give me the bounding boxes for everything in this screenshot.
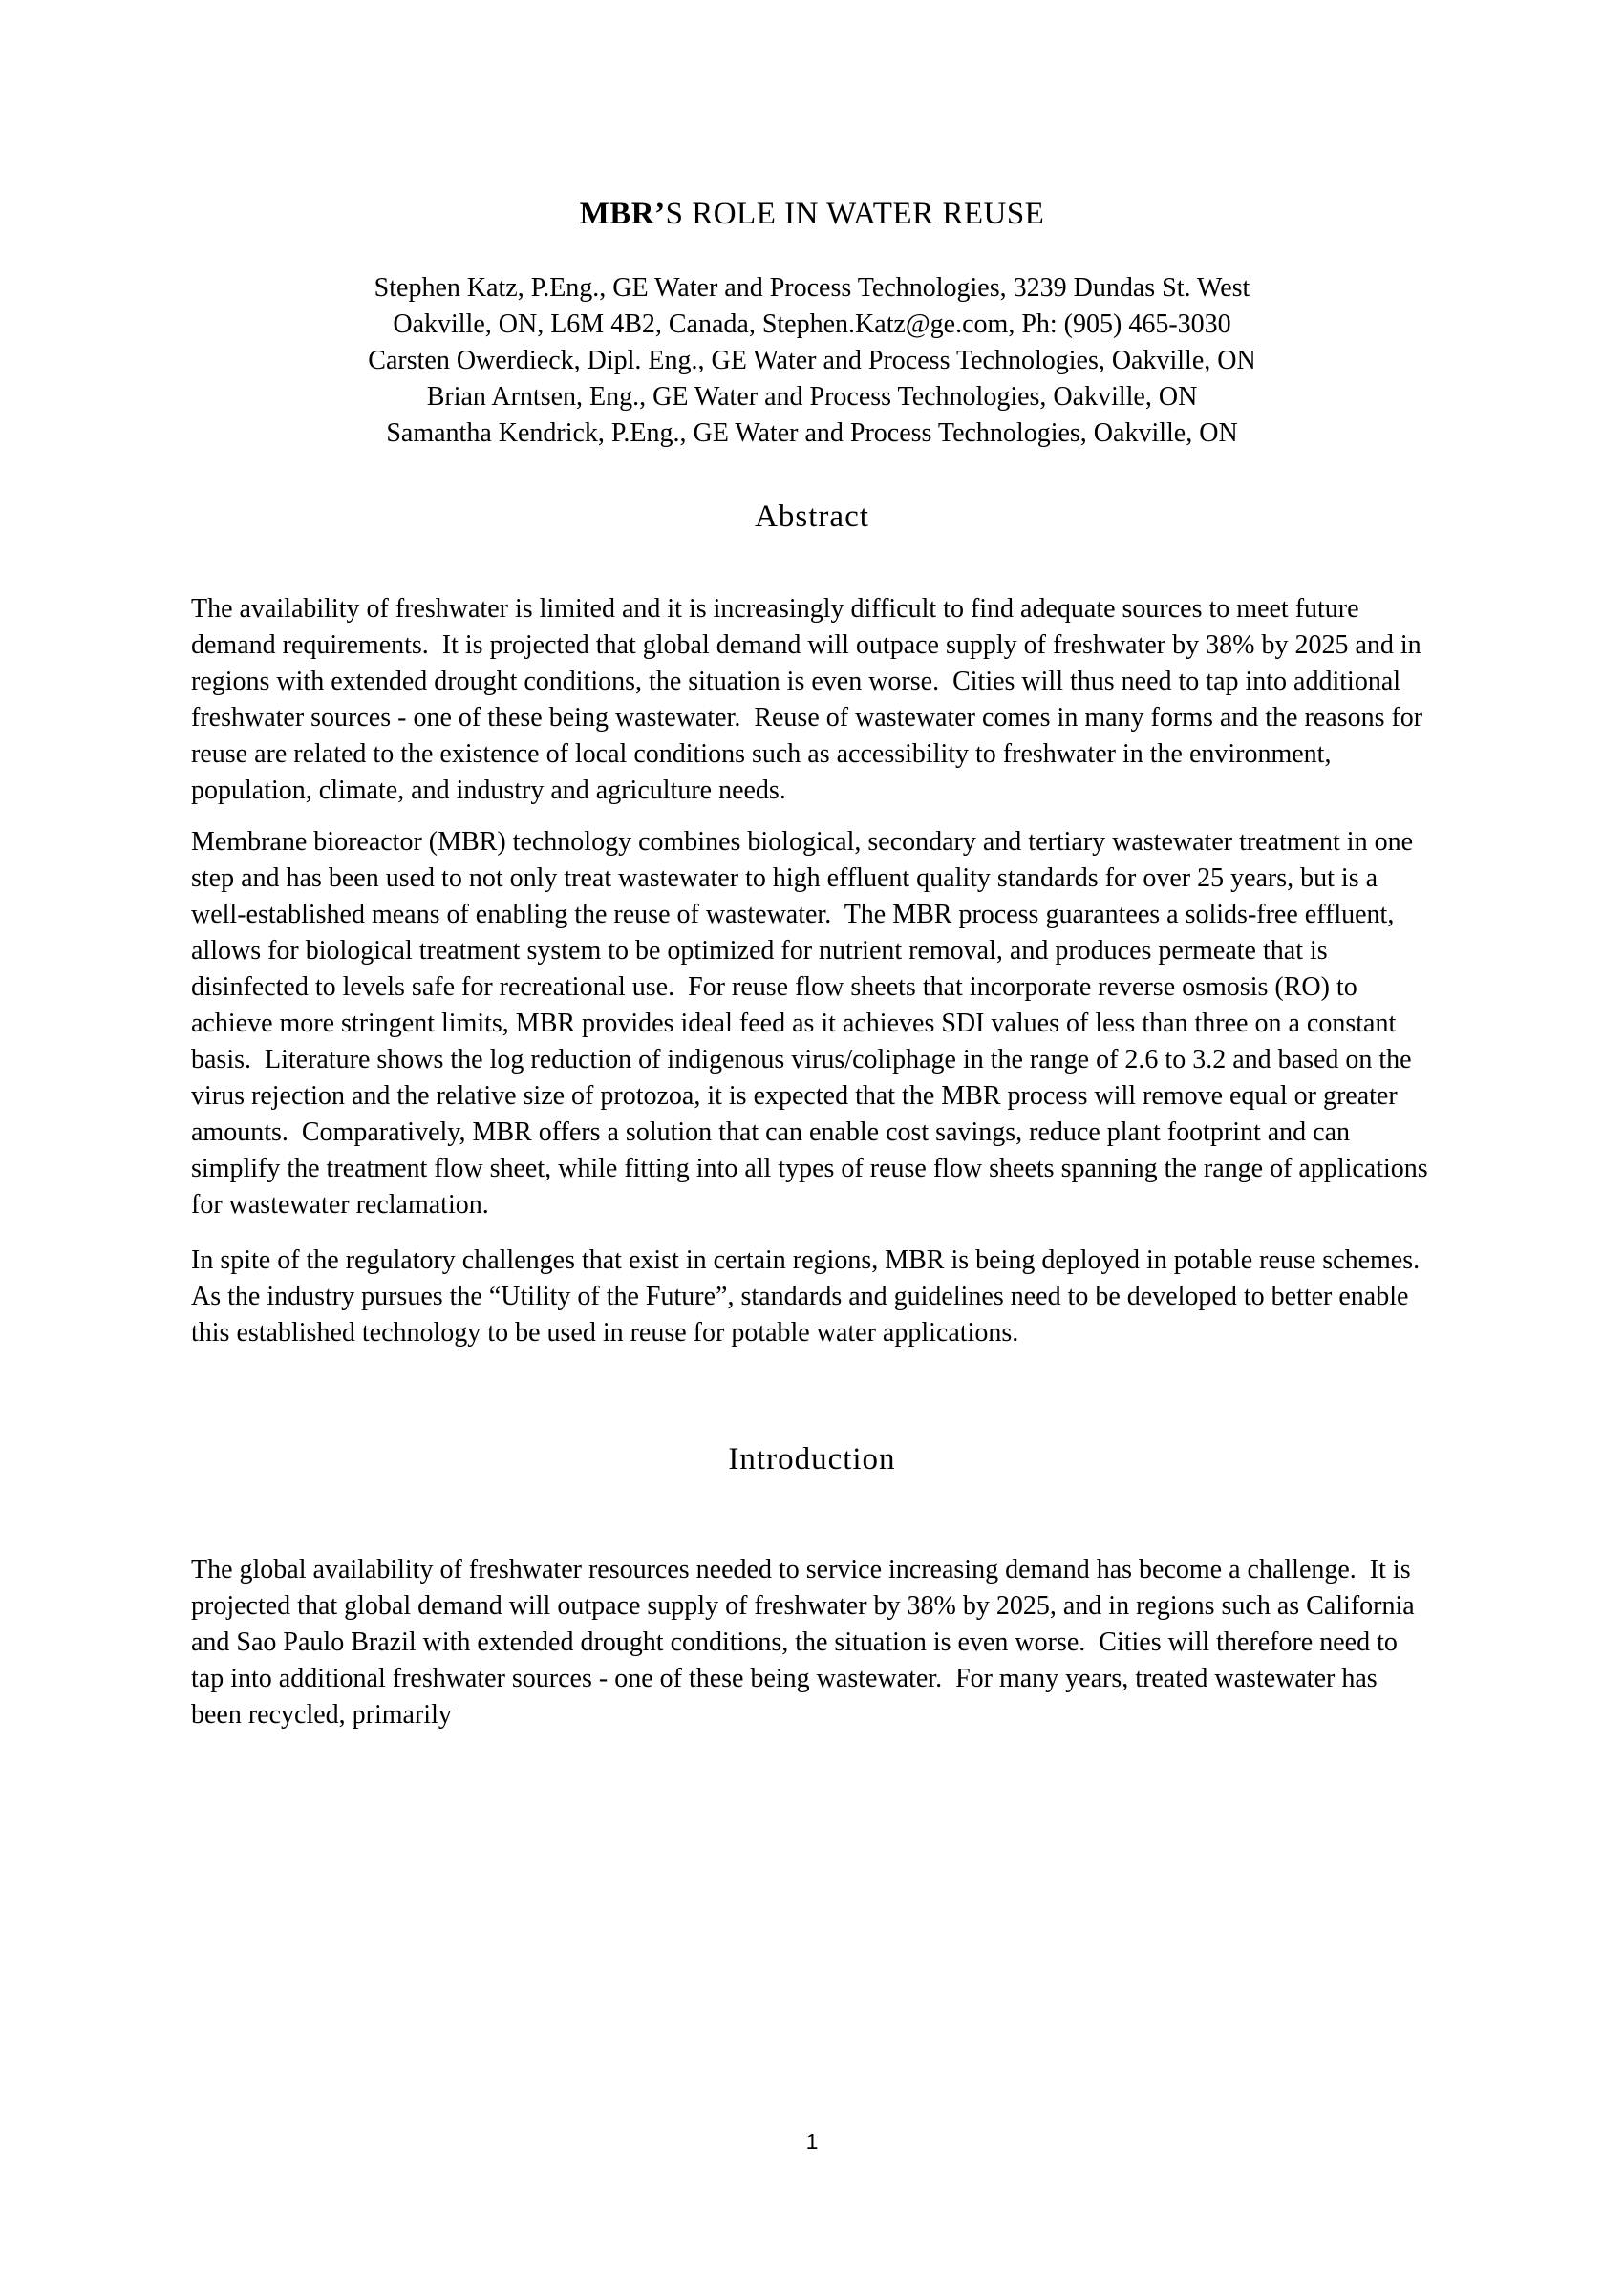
abstract-paragraph-3: In spite of the regulatory challenges that exist in certain regions, MBR is being deployed in potable reuse schemes. As the industry pursues the “Utility of the Future”, standards and guidelines need to be developed to better enable this established technology to be used in reuse for potable water applications.: [191, 1245, 1432, 1348]
abstract-paragraph-1: The availability of freshwater is limited and it is increasingly difficult to find adequate sources to meet future demand requirements. It is projected that global demand will outpace supply of freshwater by 38% by 2025 and in regions with extended drought conditions, the situation is even worse. Cities will thus need to tap into additional freshwater sources - one of these being wastewater. Reuse of wastewater comes in many forms and the reasons for reuse are related to the existence of local conditions such as accessibility to freshwater in the environment, population, climate, and industry and agriculture needs.: [191, 594, 1430, 805]
section-heading-introduction: Introduction: [728, 1442, 896, 1477]
page-number: 1: [805, 2129, 819, 2154]
author-line-5: Samantha Kendrick, P.Eng., GE Water and Process Technologies, Oakville, ON: [386, 418, 1238, 448]
page-title-rest-part: S ROLE IN WATER REUSE: [665, 197, 1045, 231]
section-heading-abstract: Abstract: [755, 500, 869, 534]
author-line-2: Oakville, ON, L6M 4B2, Canada, Stephen.Katz@ge.com, Ph: (905) 465-3030: [393, 309, 1231, 339]
document-page: [0, 195, 1624, 2154]
author-line-3: Carsten Owerdieck, Dipl. Eng., GE Water and Process Technologies, Oakville, ON: [368, 346, 1256, 375]
author-line-1: Stephen Katz, P.Eng., GE Water and Process Technologies, 3239 Dundas St. West: [374, 273, 1250, 303]
page-title-bold-part: MBR’: [579, 197, 666, 231]
author-block: [191, 270, 1433, 452]
page-title: [191, 195, 1433, 233]
author-line-4: Brian Arntsen, Eng., GE Water and Process Technologies, Oakville, ON: [426, 382, 1198, 412]
introduction-paragraph-1: The global availability of freshwater resources needed to service increasing demand has become a challenge. It is projected that global demand will outpace supply of freshwater by 38% by 2025, and in regions such as California and Sao Paulo Brazil with extended drought conditions, the situation is even worse. Cities will therefore need to tap into additional freshwater sources - one of these being wastewater. For many years, treated wastewater has been recycled, primarily: [191, 1555, 1421, 1730]
abstract-paragraph-2: Membrane bioreactor (MBR) technology combines biological, secondary and tertiary wastewater treatment in one step and has been used to not only treat wastewater to high effluent quality standards for over 25 years, but is a well-established means of enabling the reuse of wastewater. The MBR process guarantees a solids-free effluent, allows for biological treatment system to be optimized for nutrient removal, and produces permeate that is disinfected to levels safe for recreational use. For reuse flow sheets that incorporate reverse osmosis (RO) to achieve more stringent limits, MBR provides ideal feed as it achieves SDI values of less than three on a constant basis. Literature shows the log reduction of indigenous virus/coliphage in the range of 2.6 to 3.2 and based on the virus rejection and the relative size of protozoa, it is expected that the MBR process will remove equal or greater amounts. Comparatively, MBR offers a solution that can enable cost savings, reduce plant footprint and can simplify the treatment flow sheet, while fitting into all types of reuse flow sheets spanning the range of applications for wastewater reclamation.: [191, 827, 1435, 1220]
